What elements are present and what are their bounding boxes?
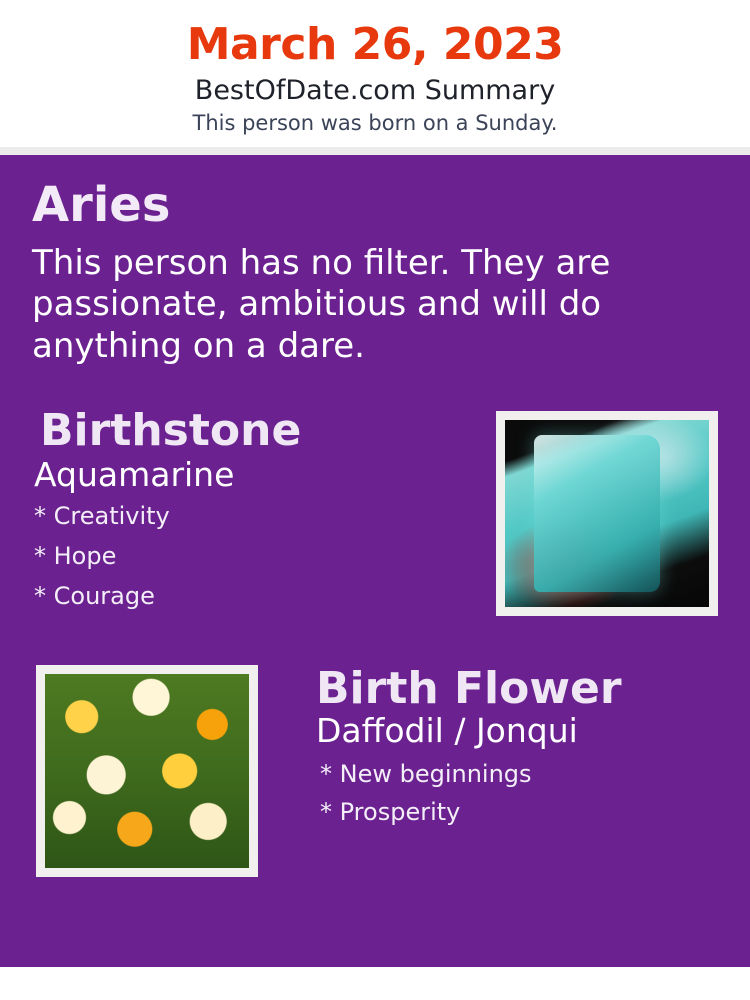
birth-flower-trait: * New beginnings — [320, 759, 532, 788]
page-title: March 26, 2023 — [186, 19, 564, 70]
zodiac-sign-title: Aries — [32, 176, 171, 233]
birthstone-section — [32, 405, 718, 639]
birthstone-image-frame — [496, 411, 718, 616]
birthstone-trait: * Creativity — [34, 501, 170, 530]
birthstone-text-group — [32, 405, 462, 610]
aquamarine-crystal-image — [505, 420, 709, 607]
birth-flower-text-group — [282, 663, 718, 837]
birthstone-trait: * Hope — [34, 541, 117, 570]
birth-flower-image-frame — [36, 665, 258, 877]
birth-flower-trait: * Prosperity — [320, 797, 461, 826]
birthstone-name: Aquamarine — [34, 455, 235, 495]
birthstone-title: Birthstone — [40, 405, 302, 457]
header-divider — [0, 147, 750, 155]
birth-flower-title: Birth Flower — [316, 663, 622, 715]
birth-flower-section — [32, 665, 718, 885]
born-day-text: This person was born on a Sunday. — [192, 110, 558, 135]
site-summary-label: BestOfDate.com Summary — [194, 75, 556, 107]
birthstone-trait: * Courage — [34, 581, 155, 610]
daffodil-field-image — [45, 674, 249, 868]
zodiac-description: This person has no filter. They are passionate, ambitious and will do anything on a dare. — [32, 242, 611, 366]
details-panel — [0, 155, 750, 967]
birth-flower-name: Daffodil / Jonqui — [316, 711, 578, 751]
card-header — [0, 0, 750, 147]
